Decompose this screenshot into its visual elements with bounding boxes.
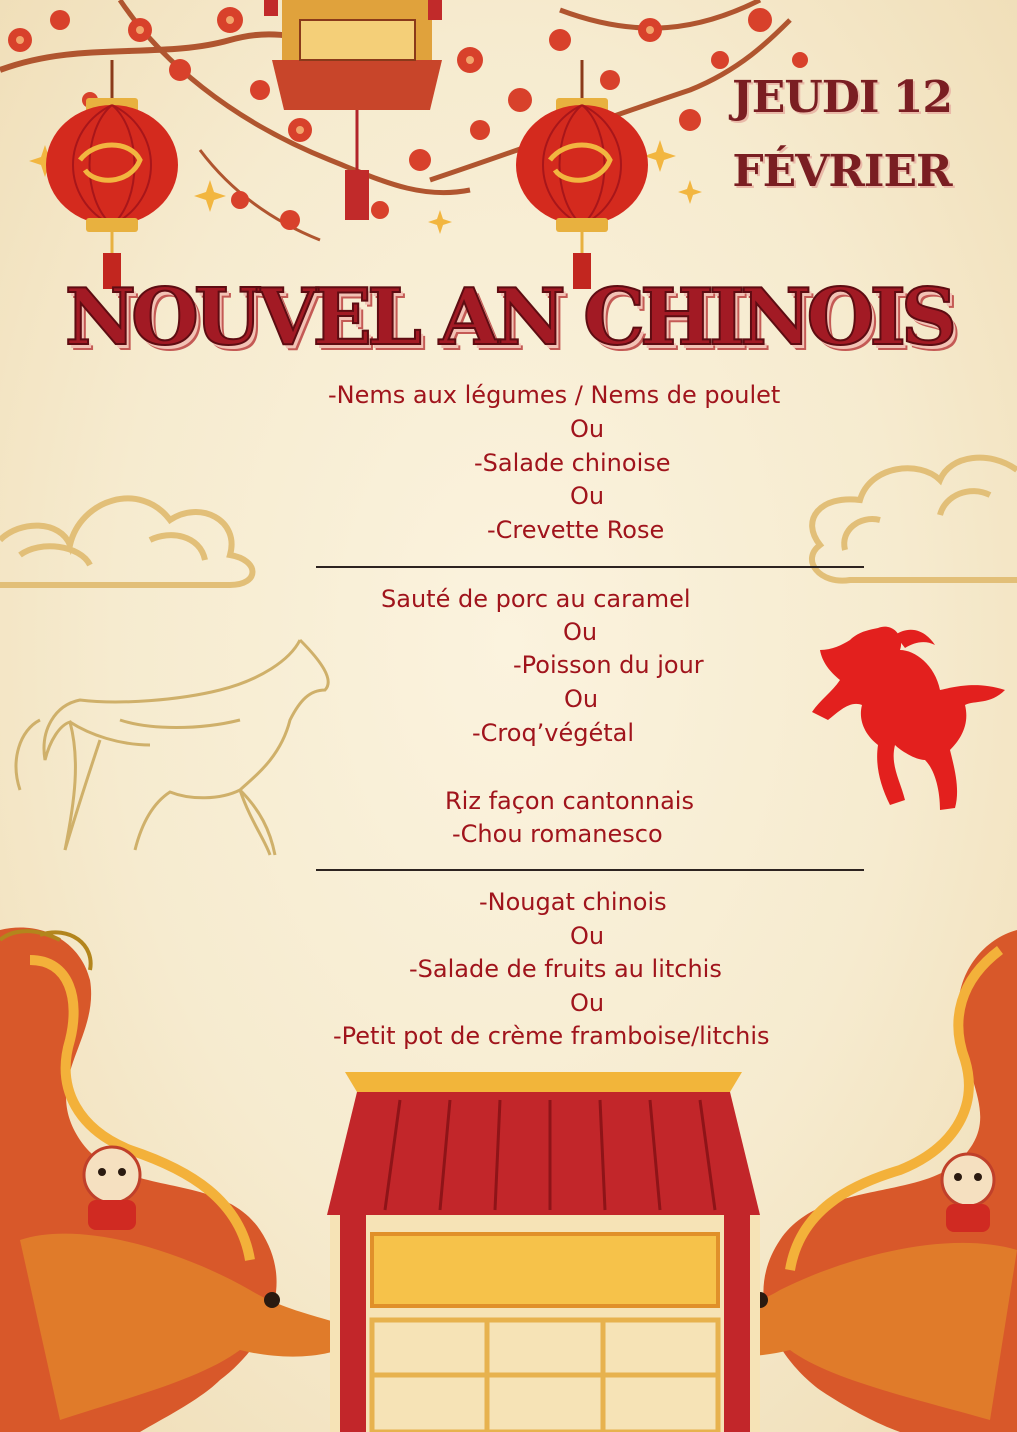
menu-or: Ou bbox=[570, 482, 605, 510]
menu-item-dessert: -Petit pot de crème framboise/litchis bbox=[333, 1022, 770, 1050]
lantern-icon bbox=[516, 60, 648, 289]
cloud-icon bbox=[0, 498, 253, 585]
cloud-icon bbox=[812, 458, 1017, 581]
lantern-icon bbox=[46, 60, 178, 289]
lantern-icon bbox=[264, 0, 442, 220]
menu-or: Ou bbox=[564, 685, 599, 713]
menu-item-starter: -Salade chinoise bbox=[474, 449, 671, 477]
menu-separator bbox=[316, 566, 864, 568]
date-day: JEUDI 12 bbox=[731, 72, 952, 123]
menu-item-main: -Poisson du jour bbox=[513, 651, 704, 679]
menu-item-side: Riz façon cantonnais bbox=[445, 787, 694, 815]
page-title: NOUVEL AN CHINOIS bbox=[64, 272, 953, 363]
date-month: FÉVRIER bbox=[732, 146, 952, 197]
menu-item-main: Sauté de porc au caramel bbox=[381, 585, 691, 613]
menu-item-dessert: -Nougat chinois bbox=[479, 888, 667, 916]
menu-item-starter: -Nems aux légumes / Nems de poulet bbox=[328, 381, 781, 409]
menu-or: Ou bbox=[563, 618, 598, 646]
menu-item-dessert: -Salade de fruits au litchis bbox=[409, 955, 722, 983]
ox-icon bbox=[942, 1154, 994, 1232]
menu-or: Ou bbox=[570, 989, 605, 1017]
menu-item-side: -Chou romanesco bbox=[452, 820, 663, 848]
gold-horse-icon bbox=[16, 640, 328, 855]
menu-or: Ou bbox=[570, 415, 605, 443]
menu-or: Ou bbox=[570, 922, 605, 950]
dragon-icon bbox=[0, 927, 360, 1432]
temple-gate-icon bbox=[327, 1072, 760, 1432]
ox-icon bbox=[84, 1147, 140, 1230]
menu-separator bbox=[316, 869, 864, 871]
menu-item-starter: -Crevette Rose bbox=[487, 516, 665, 544]
red-horse-icon bbox=[812, 627, 1005, 810]
menu-item-main: -Croq’végétal bbox=[472, 719, 635, 747]
